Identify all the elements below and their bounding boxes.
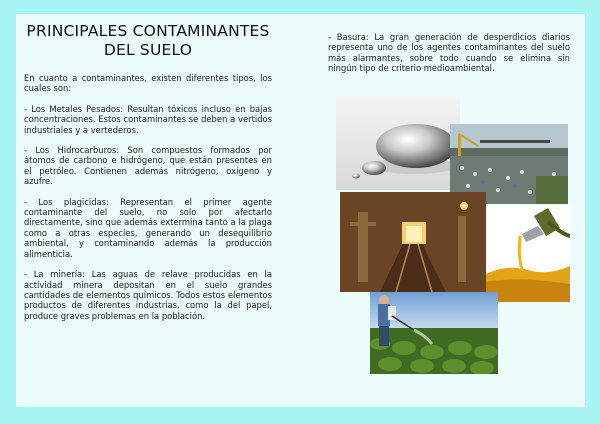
plagicidas-paragraph: - Los plagicidas: Representan el primer agente contaminante del suelo, no solo por afectarlo directamente, sino que además extermina tanto a la plaga como a otras especies, generando un desequilibrio ambiental, y contaminando además la producción alimenticia. — [24, 196, 272, 259]
metales-paragraph: - Los Metales Pesados: Resultan tóxicos incluso en bajas concentraciones. Estos contaminantes se deben a vertidos industriales y a vertederos. — [24, 103, 272, 135]
basura-paragraph: - Basura: La gran generación de desperdicios diarios representa uno de los agentes contaminantes del suelo más alarmantes, sobre todo cuando se elimina sin ningún tipo de criterio medioambiental. — [328, 32, 570, 74]
mine-tunnel-image — [340, 192, 486, 292]
right-column — [328, 32, 570, 84]
hidrocarburos-paragraph: - Los Hidrocarburos: Son compuestos formados por átomos de carbono e hidrógeno, que están presentes en el petróleo. Contienen además nitrógeno, oxígeno y azufre. — [24, 145, 272, 187]
page-title: PRINCIPALES CONTAMINANTES DEL SUELO — [26, 22, 270, 59]
intro-paragraph: En cuanto a contaminantes, existen diferentes tipos, los cuales son: — [24, 73, 272, 94]
left-column — [24, 22, 272, 331]
mineria-paragraph: - La minería: Las aguas de relave producidas en la actividad minera depositan en el suelo grandes cantidades de elementos químicos. Todos estos elementos productos de diferentes industrias, como la del papel, produce graves problemas en la población. — [24, 269, 272, 321]
fuel-nozzle-image — [486, 206, 570, 302]
mercury-drops-image — [336, 96, 460, 190]
pesticide-spraying-image — [370, 292, 498, 374]
